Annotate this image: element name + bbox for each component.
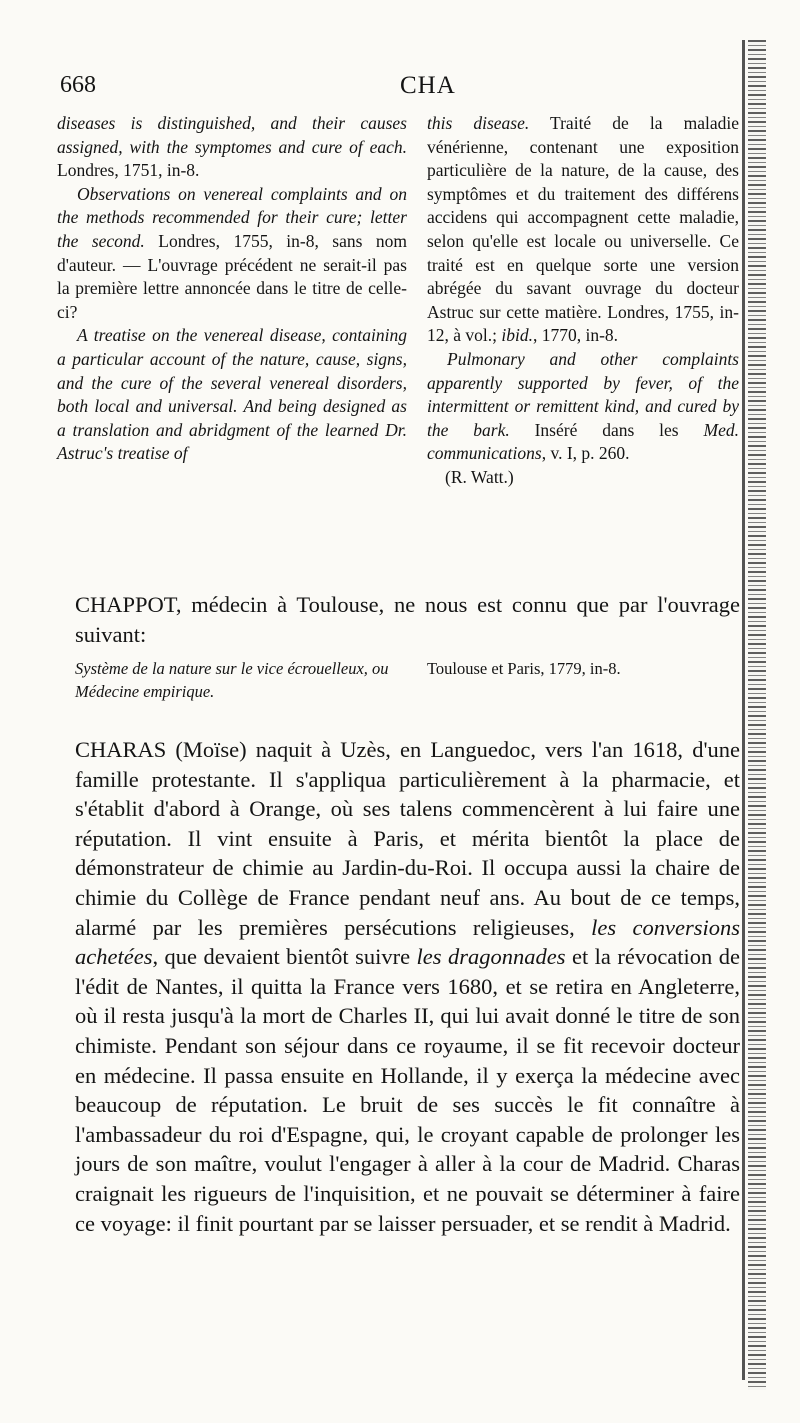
binding-gutter	[748, 40, 766, 1390]
charas-entry	[75, 735, 740, 1238]
right-paragraph-1: this disease. Traité de la maladie vénérienne, contenant une exposition particulière de la nature, de la cause, des symptômes et du traitement des différens accidens qui accompagnent cette maladie, selon qu'elle est locale ou universelle. Ce traité est en quelque sorte une version abrégée du savant ouvrage du docteur Astruc sur cette matière. Londres, 1755, in-12, à vol.; ibid., 1770, in-8.	[427, 113, 739, 346]
right-column	[427, 112, 739, 490]
page-header	[60, 72, 740, 106]
running-head: CHA	[400, 72, 456, 99]
left-column	[57, 112, 407, 466]
chappot-entry	[75, 590, 740, 649]
charas-name: CHARAS	[75, 737, 167, 762]
chappot-bib-publisher: Toulouse et Paris, 1779, in-8.	[427, 659, 621, 678]
page-number: 668	[60, 72, 96, 98]
chappot-text: CHAPPOT, médecin à Toulouse, ne nous est connu que par l'ouvrage suivant:	[75, 592, 740, 647]
left-paragraph-1: diseases is distinguished, and their causes assigned, with the symptomes and cure of each. Londres, 1751, in-8.	[57, 113, 407, 181]
left-paragraph-3: A treatise on the venereal disease, containing a particular account of the nature, cause, signs, and the cure of the several venereal disorders, both local and universal. And being designed as a translation and abridgment of the learned Dr. Astruc's treatise of	[57, 325, 407, 464]
right-paragraph-2: Pulmonary and other complaints apparently supported by fever, of the intermittent or remittent kind, and cured by the bark. Inséré dans les Med. communications, v. I, p. 260.	[427, 348, 739, 464]
charas-given-name: (Moïse)	[166, 737, 247, 762]
left-paragraph-2: Observations on venereal complaints and on the methods recommended for their cure; letter the second. Londres, 1755, in-8, sans nom d'auteur. — L'ouvrage précédent ne serait-il pas la première lettre annoncée dans le titre de celle-ci?	[57, 183, 407, 322]
chappot-bib-title: Système de la nature sur le vice écrouelleux, ou Médecine empirique.	[75, 659, 389, 701]
binding-edge	[742, 40, 745, 1380]
right-paragraph-3: (R. Watt.)	[445, 466, 514, 487]
charas-text: CHARAS (Moïse) naquit à Uzès, en Languedoc, vers l'an 1618, d'une famille protestante. Il s'appliqua particulièrement à la pharmacie, et s'établit d'abord à Orange, où ses talens commencèrent à lui faire une réputation. Il vint ensuite à Paris, et mérita bientôt la place de démonstrateur de chimie au Jardin-du-Roi. Il occupa aussi la chaire de chimie du Collège de France pendant neuf ans. Au bout de ce temps, alarmé par les premières persécutions religieuses, les conversions achetées, que devaient bientôt suivre les dragonnades et la révocation de l'édit de Nantes, il quitta la France vers 1680, et se retira en Angleterre, où il resta jusqu'à la mort de Charles II, qui lui avait donné le titre de son chimiste. Pendant son séjour dans ce royaume, il se fit recevoir docteur en médecine. Il passa ensuite en Hollande, il y exerça la médecine avec beaucoup de réputation. Le bruit de ses succès le fit connaître à l'ambassadeur du roi d'Espagne, qui, le croyant capable de prolonger les jours de son maître, voulut l'engager à aller à la cour de Madrid. Charas craignait les rigueurs de l'inquisition, et ne pouvait se déterminer à faire ce voyage: il finit pourtant par se laisser persuader, et se rendit à Madrid.	[75, 737, 740, 1236]
